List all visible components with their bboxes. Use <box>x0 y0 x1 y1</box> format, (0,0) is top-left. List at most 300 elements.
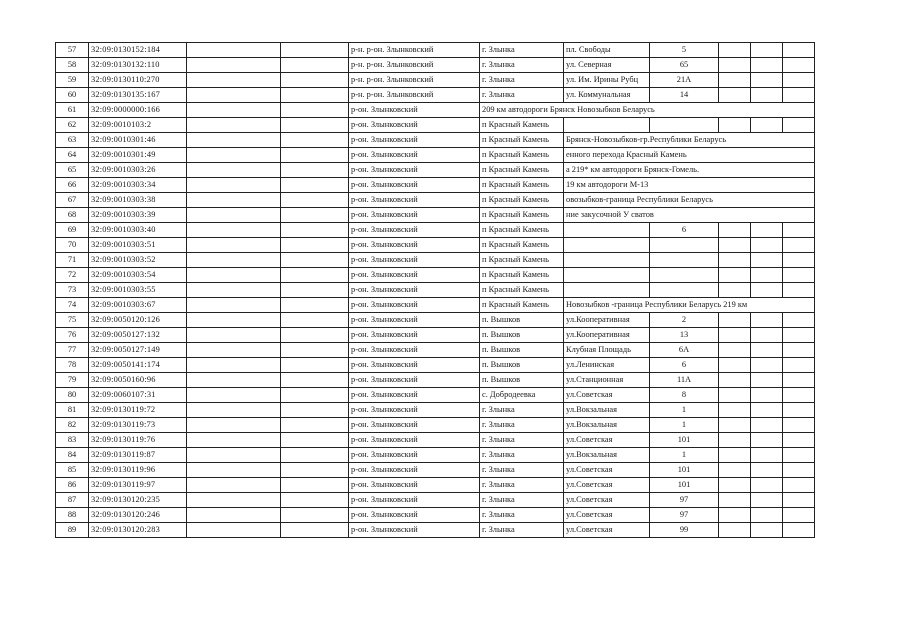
cadastral-number-cell: 32:09:0130132:110 <box>89 58 187 73</box>
empty-cell <box>281 178 349 193</box>
cadastral-number-cell: 32:09:0130119:73 <box>89 418 187 433</box>
empty-cell <box>719 343 751 358</box>
locality-cell: п Красный Камень <box>480 178 564 193</box>
empty-cell <box>751 268 783 283</box>
street-cell: ул.Вокзальная <box>564 448 650 463</box>
street-cell <box>564 238 650 253</box>
row-number-cell: 73 <box>56 283 89 298</box>
empty-cell <box>187 523 281 538</box>
locality-cell: г. Злынка <box>480 433 564 448</box>
empty-cell <box>187 388 281 403</box>
empty-cell <box>719 373 751 388</box>
locality-cell: п. Вышков <box>480 373 564 388</box>
address-description-cell: Новозыбков -граница Республики Беларусь 219 км <box>564 298 815 313</box>
house-number-cell: 13 <box>650 328 719 343</box>
address-description-cell: Брянск-Новозыбков-гр.Республики Беларусь <box>564 133 815 148</box>
empty-cell <box>281 463 349 478</box>
row-number-cell: 65 <box>56 163 89 178</box>
table-row <box>56 418 815 433</box>
empty-cell <box>783 253 815 268</box>
table-row <box>56 148 815 163</box>
empty-cell <box>719 523 751 538</box>
street-cell: ул.Советская <box>564 478 650 493</box>
empty-cell <box>719 463 751 478</box>
table-row <box>56 283 815 298</box>
locality-cell: п. Вышков <box>480 343 564 358</box>
table-row <box>56 463 815 478</box>
locality-cell: г. Злынка <box>480 58 564 73</box>
house-number-cell <box>650 253 719 268</box>
empty-cell <box>187 493 281 508</box>
locality-cell: г. Злынка <box>480 73 564 88</box>
empty-cell <box>187 448 281 463</box>
empty-cell <box>281 208 349 223</box>
district-cell: р-он. Злынковский <box>349 253 480 268</box>
empty-cell <box>751 358 783 373</box>
table-row <box>56 58 815 73</box>
cadastral-number-cell: 32:09:0010303:52 <box>89 253 187 268</box>
empty-cell <box>719 328 751 343</box>
street-cell: ул.Советская <box>564 463 650 478</box>
empty-cell <box>751 283 783 298</box>
address-description-cell: ние закусочной У сватов <box>564 208 815 223</box>
cadastral-number-cell: 32:09:0130120:283 <box>89 523 187 538</box>
empty-cell <box>281 373 349 388</box>
house-number-cell <box>650 283 719 298</box>
empty-cell <box>281 88 349 103</box>
row-number-cell: 72 <box>56 268 89 283</box>
row-number-cell: 74 <box>56 298 89 313</box>
row-number-cell: 68 <box>56 208 89 223</box>
district-cell: р-он. Злынковский <box>349 283 480 298</box>
district-cell: р-н. р-он. Злынковский <box>349 73 480 88</box>
locality-cell: п Красный Камень <box>480 193 564 208</box>
empty-cell <box>187 43 281 58</box>
empty-cell <box>783 118 815 133</box>
cadastral-number-cell: 32:09:0130119:72 <box>89 403 187 418</box>
table-row <box>56 163 815 178</box>
cadastral-number-cell: 32:09:0130119:76 <box>89 433 187 448</box>
house-number-cell: 97 <box>650 493 719 508</box>
empty-cell <box>281 433 349 448</box>
cadastral-number-cell: 32:09:0130110:270 <box>89 73 187 88</box>
house-number-cell: 101 <box>650 478 719 493</box>
row-number-cell: 81 <box>56 403 89 418</box>
street-cell <box>564 253 650 268</box>
street-cell: Клубная Площадь <box>564 343 650 358</box>
row-number-cell: 69 <box>56 223 89 238</box>
house-number-cell <box>650 268 719 283</box>
empty-cell <box>187 73 281 88</box>
district-cell: р-он. Злынковский <box>349 193 480 208</box>
row-number-cell: 58 <box>56 58 89 73</box>
empty-cell <box>187 253 281 268</box>
cadastral-number-cell: 32:09:0050160:96 <box>89 373 187 388</box>
empty-cell <box>281 103 349 118</box>
empty-cell <box>281 253 349 268</box>
row-number-cell: 82 <box>56 418 89 433</box>
empty-cell <box>281 73 349 88</box>
empty-cell <box>783 43 815 58</box>
cadastral-number-cell: 32:09:0010303:51 <box>89 238 187 253</box>
empty-cell <box>187 58 281 73</box>
empty-cell <box>281 388 349 403</box>
empty-cell <box>187 478 281 493</box>
empty-cell <box>281 223 349 238</box>
row-number-cell: 86 <box>56 478 89 493</box>
house-number-cell: 21А <box>650 73 719 88</box>
row-number-cell: 80 <box>56 388 89 403</box>
empty-cell <box>719 88 751 103</box>
address-description-cell: 209 км автодороги Брянск Новозыбков Беларусь <box>480 103 815 118</box>
street-cell: ул.Станционная <box>564 373 650 388</box>
row-number-cell: 79 <box>56 373 89 388</box>
district-cell: р-он. Злынковский <box>349 418 480 433</box>
empty-cell <box>281 418 349 433</box>
empty-cell <box>751 463 783 478</box>
empty-cell <box>187 313 281 328</box>
empty-cell <box>751 403 783 418</box>
locality-cell: п Красный Камень <box>480 298 564 313</box>
cadastral-number-cell: 32:09:0050127:149 <box>89 343 187 358</box>
street-cell: ул. Северная <box>564 58 650 73</box>
empty-cell <box>281 358 349 373</box>
district-cell: р-он. Злынковский <box>349 328 480 343</box>
district-cell: р-он. Злынковский <box>349 388 480 403</box>
house-number-cell: 5 <box>650 43 719 58</box>
row-number-cell: 85 <box>56 463 89 478</box>
cadastral-number-cell: 32:09:0010301:46 <box>89 133 187 148</box>
empty-cell <box>281 268 349 283</box>
empty-cell <box>751 238 783 253</box>
locality-cell: п. Вышков <box>480 313 564 328</box>
district-cell: р-он. Злынковский <box>349 238 480 253</box>
empty-cell <box>187 373 281 388</box>
cadastral-number-cell: 32:09:0050141:174 <box>89 358 187 373</box>
cadastral-number-cell: 32:09:0010303:54 <box>89 268 187 283</box>
empty-cell <box>783 328 815 343</box>
empty-cell <box>751 58 783 73</box>
table-row <box>56 343 815 358</box>
empty-cell <box>187 238 281 253</box>
table-row <box>56 118 815 133</box>
district-cell: р-н. р-он. Злынковский <box>349 43 480 58</box>
empty-cell <box>751 448 783 463</box>
street-cell <box>564 268 650 283</box>
district-cell: р-он. Злынковский <box>349 163 480 178</box>
locality-cell: г. Злынка <box>480 508 564 523</box>
district-cell: р-он. Злынковский <box>349 178 480 193</box>
empty-cell <box>281 148 349 163</box>
empty-cell <box>719 478 751 493</box>
table-row <box>56 268 815 283</box>
empty-cell <box>783 313 815 328</box>
house-number-cell: 6 <box>650 358 719 373</box>
street-cell: ул. Им. Ирины Рубц <box>564 73 650 88</box>
cadastral-number-cell: 32:09:0130119:96 <box>89 463 187 478</box>
cadastral-number-cell: 32:09:0010303:39 <box>89 208 187 223</box>
empty-cell <box>783 373 815 388</box>
locality-cell: п Красный Камень <box>480 238 564 253</box>
street-cell: ул.Вокзальная <box>564 418 650 433</box>
district-cell: р-он. Злынковский <box>349 448 480 463</box>
district-cell: р-он. Злынковский <box>349 358 480 373</box>
table-row <box>56 178 815 193</box>
empty-cell <box>751 493 783 508</box>
locality-cell: г. Злынка <box>480 478 564 493</box>
empty-cell <box>783 73 815 88</box>
cadastral-number-cell: 32:09:0060107:31 <box>89 388 187 403</box>
row-number-cell: 67 <box>56 193 89 208</box>
house-number-cell: 6А <box>650 343 719 358</box>
empty-cell <box>751 388 783 403</box>
empty-cell <box>783 508 815 523</box>
row-number-cell: 75 <box>56 313 89 328</box>
empty-cell <box>783 478 815 493</box>
locality-cell: п Красный Камень <box>480 283 564 298</box>
locality-cell: п Красный Камень <box>480 133 564 148</box>
table-row <box>56 43 815 58</box>
empty-cell <box>281 508 349 523</box>
row-number-cell: 88 <box>56 508 89 523</box>
cadastral-number-cell: 32:09:0010303:38 <box>89 193 187 208</box>
empty-cell <box>187 358 281 373</box>
cadastral-number-cell: 32:09:0130119:87 <box>89 448 187 463</box>
house-number-cell: 101 <box>650 433 719 448</box>
street-cell: ул.Вокзальная <box>564 403 650 418</box>
empty-cell <box>281 493 349 508</box>
locality-cell: г. Злынка <box>480 493 564 508</box>
empty-cell <box>281 238 349 253</box>
empty-cell <box>719 418 751 433</box>
empty-cell <box>281 523 349 538</box>
district-cell: р-он. Злынковский <box>349 103 480 118</box>
empty-cell <box>751 118 783 133</box>
district-cell: р-он. Злынковский <box>349 298 480 313</box>
locality-cell: г. Злынка <box>480 418 564 433</box>
district-cell: р-он. Злынковский <box>349 268 480 283</box>
row-number-cell: 87 <box>56 493 89 508</box>
row-number-cell: 66 <box>56 178 89 193</box>
empty-cell <box>783 463 815 478</box>
district-cell: р-он. Злынковский <box>349 133 480 148</box>
empty-cell <box>751 223 783 238</box>
empty-cell <box>187 508 281 523</box>
cadastral-number-cell: 32:09:0010303:40 <box>89 223 187 238</box>
empty-cell <box>719 58 751 73</box>
district-cell: р-он. Злынковский <box>349 373 480 388</box>
empty-cell <box>187 403 281 418</box>
address-description-cell: 19 км автодороги М-13 <box>564 178 815 193</box>
house-number-cell: 65 <box>650 58 719 73</box>
cadastral-number-cell: 32:09:0050120:126 <box>89 313 187 328</box>
house-number-cell: 6 <box>650 223 719 238</box>
table-row <box>56 433 815 448</box>
street-cell: ул.Кооперативная <box>564 328 650 343</box>
street-cell: ул.Советская <box>564 523 650 538</box>
empty-cell <box>281 313 349 328</box>
table-row <box>56 193 815 208</box>
district-cell: р-он. Злынковский <box>349 523 480 538</box>
cadastral-number-cell: 32:09:0130135:167 <box>89 88 187 103</box>
table-row <box>56 88 815 103</box>
house-number-cell: 1 <box>650 448 719 463</box>
empty-cell <box>719 268 751 283</box>
empty-cell <box>751 313 783 328</box>
empty-cell <box>187 343 281 358</box>
district-cell: р-он. Злынковский <box>349 208 480 223</box>
locality-cell: п. Вышков <box>480 358 564 373</box>
registry-table-body <box>56 43 815 538</box>
empty-cell <box>281 163 349 178</box>
address-description-cell: а 219* км автодороги Брянск-Гомель. <box>564 163 815 178</box>
empty-cell <box>751 508 783 523</box>
empty-cell <box>187 268 281 283</box>
district-cell: р-он. Злынковский <box>349 223 480 238</box>
empty-cell <box>719 508 751 523</box>
empty-cell <box>281 193 349 208</box>
empty-cell <box>281 343 349 358</box>
table-row <box>56 103 815 118</box>
district-cell: р-он. Злынковский <box>349 148 480 163</box>
empty-cell <box>281 118 349 133</box>
district-cell: р-он. Злынковский <box>349 433 480 448</box>
cadastral-number-cell: 32:09:0050127:132 <box>89 328 187 343</box>
empty-cell <box>281 403 349 418</box>
empty-cell <box>751 253 783 268</box>
district-cell: р-он. Злынковский <box>349 478 480 493</box>
table-row <box>56 358 815 373</box>
empty-cell <box>783 223 815 238</box>
district-cell: р-он. Злынковский <box>349 508 480 523</box>
empty-cell <box>783 433 815 448</box>
empty-cell <box>783 343 815 358</box>
row-number-cell: 60 <box>56 88 89 103</box>
empty-cell <box>751 523 783 538</box>
table-row <box>56 253 815 268</box>
row-number-cell: 70 <box>56 238 89 253</box>
table-row <box>56 478 815 493</box>
street-cell <box>564 118 650 133</box>
district-cell: р-н. р-он. Злынковский <box>349 88 480 103</box>
house-number-cell <box>650 238 719 253</box>
locality-cell: г. Злынка <box>480 88 564 103</box>
table-row <box>56 238 815 253</box>
house-number-cell: 11А <box>650 373 719 388</box>
table-row <box>56 328 815 343</box>
table-row <box>56 388 815 403</box>
cadastral-number-cell: 32:09:0010303:26 <box>89 163 187 178</box>
house-number-cell: 8 <box>650 388 719 403</box>
document-page <box>55 42 815 538</box>
row-number-cell: 76 <box>56 328 89 343</box>
locality-cell: п Красный Камень <box>480 208 564 223</box>
empty-cell <box>783 403 815 418</box>
empty-cell <box>187 148 281 163</box>
row-number-cell: 84 <box>56 448 89 463</box>
table-row <box>56 73 815 88</box>
house-number-cell: 101 <box>650 463 719 478</box>
house-number-cell: 1 <box>650 418 719 433</box>
row-number-cell: 77 <box>56 343 89 358</box>
empty-cell <box>281 58 349 73</box>
empty-cell <box>719 493 751 508</box>
empty-cell <box>751 328 783 343</box>
district-cell: р-он. Злынковский <box>349 403 480 418</box>
empty-cell <box>719 43 751 58</box>
row-number-cell: 62 <box>56 118 89 133</box>
empty-cell <box>719 73 751 88</box>
empty-cell <box>719 238 751 253</box>
table-row <box>56 448 815 463</box>
table-row <box>56 508 815 523</box>
empty-cell <box>281 283 349 298</box>
empty-cell <box>187 103 281 118</box>
locality-cell: г. Злынка <box>480 403 564 418</box>
empty-cell <box>281 328 349 343</box>
street-cell: ул.Советская <box>564 388 650 403</box>
district-cell: р-он. Злынковский <box>349 118 480 133</box>
row-number-cell: 71 <box>56 253 89 268</box>
row-number-cell: 89 <box>56 523 89 538</box>
registry-table <box>55 42 815 538</box>
district-cell: р-он. Злынковский <box>349 313 480 328</box>
empty-cell <box>783 58 815 73</box>
house-number-cell: 99 <box>650 523 719 538</box>
cadastral-number-cell: 32:09:0010303:55 <box>89 283 187 298</box>
locality-cell: г. Злынка <box>480 448 564 463</box>
empty-cell <box>783 238 815 253</box>
locality-cell: г. Злынка <box>480 523 564 538</box>
table-row <box>56 208 815 223</box>
house-number-cell: 97 <box>650 508 719 523</box>
empty-cell <box>719 358 751 373</box>
locality-cell: г. Злынка <box>480 463 564 478</box>
empty-cell <box>187 178 281 193</box>
empty-cell <box>783 88 815 103</box>
empty-cell <box>187 283 281 298</box>
empty-cell <box>783 358 815 373</box>
table-row <box>56 373 815 388</box>
district-cell: р-он. Злынковский <box>349 493 480 508</box>
empty-cell <box>751 43 783 58</box>
cadastral-number-cell: 32:09:0010303:34 <box>89 178 187 193</box>
district-cell: р-н. р-он. Злынковский <box>349 58 480 73</box>
empty-cell <box>187 208 281 223</box>
row-number-cell: 59 <box>56 73 89 88</box>
empty-cell <box>281 133 349 148</box>
table-row <box>56 223 815 238</box>
empty-cell <box>783 418 815 433</box>
cadastral-number-cell: 32:09:0130120:246 <box>89 508 187 523</box>
street-cell: пл. Свободы <box>564 43 650 58</box>
empty-cell <box>719 118 751 133</box>
table-row <box>56 403 815 418</box>
empty-cell <box>281 448 349 463</box>
empty-cell <box>751 373 783 388</box>
empty-cell <box>719 223 751 238</box>
address-description-cell: овозыбков-граница Республики Беларусь <box>564 193 815 208</box>
empty-cell <box>187 328 281 343</box>
locality-cell: п Красный Камень <box>480 163 564 178</box>
cadastral-number-cell: 32:09:0130152:184 <box>89 43 187 58</box>
empty-cell <box>751 433 783 448</box>
row-number-cell: 83 <box>56 433 89 448</box>
street-cell: ул.Ленинская <box>564 358 650 373</box>
empty-cell <box>187 118 281 133</box>
empty-cell <box>187 223 281 238</box>
street-cell <box>564 283 650 298</box>
